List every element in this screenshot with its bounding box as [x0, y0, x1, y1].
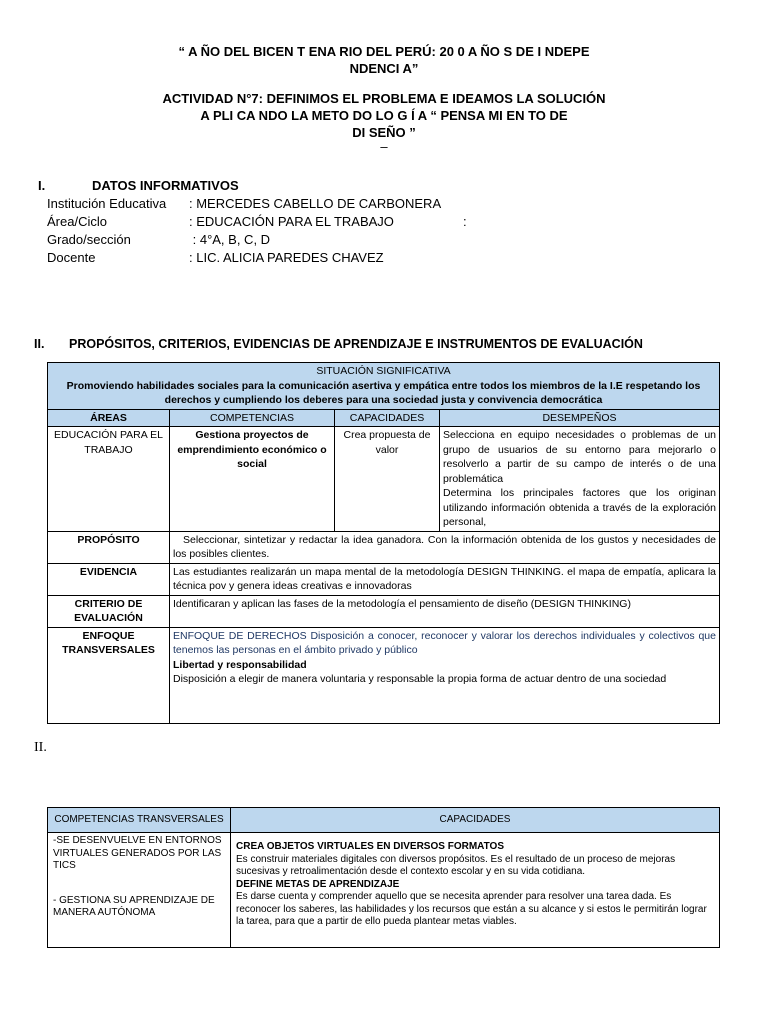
header-areas: ÁREAS: [48, 409, 170, 427]
enfoque-row: [48, 627, 720, 723]
info-extra-colon: :: [463, 214, 467, 229]
capacidad-2-text: Es darse cuenta y comprender aquello que se necesita aprender para resolver una tarea dada. Es reconocer los saberes, las habilidades y los recursos que están a su alcance y si estos le permitirán lograr la tarea, para que a partir de ello pueda plantear metas viables.: [236, 891, 707, 927]
section-2-heading: [34, 337, 643, 351]
competencias-transversales-table: [47, 807, 720, 948]
evidencia-row: [48, 563, 720, 595]
activity-title: [0, 90, 768, 141]
header-competencias: COMPETENCIAS: [170, 409, 335, 427]
info-row-docente: [47, 250, 384, 265]
title-line-2: NDENCI A”: [349, 61, 419, 76]
enfoque-text-2: Disposición a elegir de manera voluntaria y responsable la propia forma de actuar dentro de una sociedad: [173, 673, 667, 685]
competencia-1: -SE DESENVUELVE EN ENTORNOS VIRTUALES GENERADOS POR LAS TICS: [53, 835, 222, 871]
proposito-text: Seleccionar, sintetizar y redactar la idea ganadora. Con la información obtenida de los gustos y necesidades de los posibles clientes.: [170, 531, 720, 563]
header-competencias-transversales: COMPETENCIAS TRANSVERSALES: [48, 808, 231, 833]
capacidad-2-title: DEFINE METAS DE APRENDIZAJE: [236, 878, 400, 890]
criterio-row: [48, 595, 720, 627]
desempeno-1: Selecciona en equipo necesidades o problemas de un grupo de usuarios de su entorno para mejorarlo o resolverlo a partir de su campo de interés o de una problemática: [443, 429, 716, 485]
document-title: [0, 43, 768, 77]
area-cell: EDUCACIÓN PARA EL TRABAJO: [48, 427, 170, 532]
situacion-row: [48, 363, 720, 410]
info-value: : MERCEDES CABELLO DE CARBONERA: [189, 196, 442, 211]
title-dash: –: [380, 139, 388, 154]
section-2-number: II.: [34, 337, 45, 351]
criterio-text: Identificaran y aplican las fases de la metodología el pensamiento de diseño (DESIGN THINKING): [170, 595, 720, 627]
activity-line-3: DI SEÑO ”: [352, 125, 416, 140]
competencias-cell: [48, 833, 231, 948]
info-label: Grado/sección: [47, 232, 131, 247]
situacion-text: Promoviendo habilidades sociales para la comunicación asertiva y empática entre todos los miembros de la I.E respetando los derechos y cumpliendo los deberes para una sociedad justa y convivencia democrática: [66, 379, 701, 406]
criterio-label: CRITERIO DE EVALUACIÓN: [48, 595, 170, 627]
capacidades-cell: [231, 833, 720, 948]
table-header-row: [48, 409, 720, 427]
capacidad-cell: Crea propuesta de valor: [335, 427, 440, 532]
section-1-number: I.: [38, 178, 46, 193]
info-label: Área/Ciclo: [47, 214, 107, 229]
enfoque-cell: [170, 627, 720, 723]
situacion-cell: [48, 363, 720, 410]
info-label: Institución Educativa: [47, 196, 167, 211]
title-line-1: “ A ÑO DEL BICEN T ENA RIO DEL PERÚ: 20 0 A ÑO S DE I NDEPE: [178, 44, 590, 59]
section-2-title: PROPÓSITOS, CRITERIOS, EVIDENCIAS DE APRENDIZAJE E INSTRUMENTOS DE EVALUACIÓN: [69, 337, 643, 351]
competencia-2: - GESTIONA SU APRENDIZAJE DE MANERA AUTÓNOMA: [53, 894, 215, 918]
info-value: : LIC. ALICIA PAREDES CHAVEZ: [189, 250, 384, 265]
section-1-title: DATOS INFORMATIVOS: [92, 178, 239, 193]
table2-header-row: [48, 808, 720, 833]
enfoque-text-1: ENFOQUE DE DERECHOS Disposición a conocer, reconocer y valorar los derechos individuales y colectivos que tenemos las personas en el ámbito privado y público: [173, 629, 716, 656]
header-capacidades-2: CAPACIDADES: [231, 808, 720, 833]
info-value: : 4°A, B, C, D: [189, 232, 271, 247]
capacidad-1-text: Es construir materiales digitales con diversos propósitos. Es el resultado de un proceso de mejoras sucesivas y retroalimentación desde el contexto escolar y en su vida cotidiana.: [236, 853, 676, 877]
header-desempenos: DESEMPEÑOS: [440, 409, 720, 427]
info-value: : EDUCACIÓN PARA EL TRABAJO: [189, 214, 394, 229]
table2-body-row: [48, 833, 720, 948]
section-1-heading: [38, 178, 239, 193]
enfoque-label: ENFOQUE TRANSVERSALES: [48, 627, 170, 723]
area-row: [48, 427, 720, 532]
proposito-row: [48, 531, 720, 563]
competencia-cell: Gestiona proyectos de emprendimiento económico o social: [170, 427, 335, 532]
proposito-label: PROPÓSITO: [48, 531, 170, 563]
desempeno-2: Determina los principales factores que los originan utilizando información obtenida a través de la exploración personal,: [443, 487, 716, 528]
info-label: Docente: [47, 250, 96, 265]
info-row-grado: [47, 232, 270, 247]
header-capacidades: CAPACIDADES: [335, 409, 440, 427]
activity-line-2: A PLI CA NDO LA METO DO LO G Í A “ PENSA MI EN TO DE: [200, 108, 568, 123]
evidencia-text: Las estudiantes realizarán un mapa mental de la metodología DESIGN THINKING. el mapa de empatía, aplicara la técnica pov y genera ideas creativas e innovadoras: [170, 563, 720, 595]
desempenos-cell: [440, 427, 720, 532]
enfoque-bold: Libertad y responsabilidad: [173, 658, 307, 671]
capacidad-1-title: CREA OBJETOS VIRTUALES EN DIVERSOS FORMATOS: [236, 841, 504, 852]
info-row-area: [47, 214, 394, 229]
section-3-number: II.: [34, 740, 47, 755]
activity-line-1: ACTIVIDAD N°7: DEFINIMOS EL PROBLEMA E IDEAMOS LA SOLUCIÓN: [162, 91, 606, 106]
situacion-title: SITUACIÓN SIGNIFICATIVA: [316, 365, 451, 377]
info-row-institucion: [47, 196, 441, 211]
evaluation-table: [47, 362, 720, 724]
evidencia-label: EVIDENCIA: [48, 563, 170, 595]
